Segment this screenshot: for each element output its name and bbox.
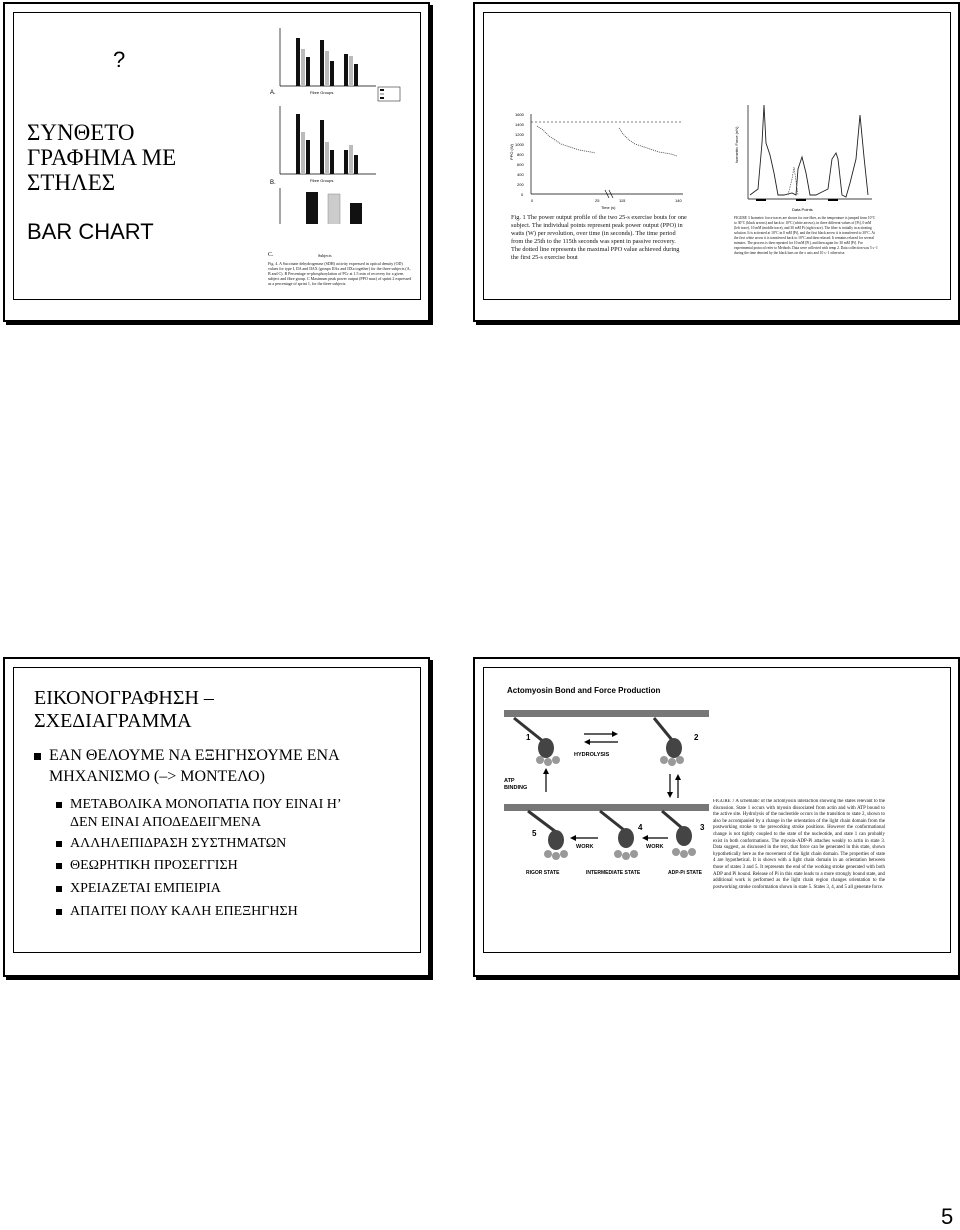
myosin-state-1 xyxy=(514,718,560,766)
rigor-state-label: RIGOR STATE xyxy=(526,870,560,876)
slide-subtitle: BAR CHART xyxy=(27,219,154,244)
sub-bullet-2-text: ΑΛΛΗΛΕΠΙΔΡΑΣΗ ΣΥΣΤΗΜΑΤΩΝ xyxy=(70,836,287,851)
page-number: 5 xyxy=(941,1204,954,1229)
slide-1-content xyxy=(13,12,421,300)
bar-chart-panels xyxy=(266,24,414,224)
actin-filament-bottom xyxy=(504,804,709,811)
intermediate-state-label: INTERMEDIATE STATE xyxy=(586,870,641,876)
atp-arrowhead xyxy=(543,768,549,774)
slide-title-line-1: ΣΥΝΘΕΤΟ xyxy=(27,120,135,145)
x-axis-label: Time (s) xyxy=(601,205,616,210)
panel-label-c: C. xyxy=(268,252,274,258)
isometric-force-figure xyxy=(732,103,878,293)
force-y-label: Isometric Force (nN) xyxy=(734,126,739,163)
bar-chart-figure xyxy=(266,24,414,296)
state-number-4: 4 xyxy=(638,823,643,832)
atp-label-line1: ATP xyxy=(504,778,515,784)
y-tick-200: 200 xyxy=(517,182,524,187)
isometric-force-caption: FIGURE 3 Isometric force traces are shown for one fiber, as the temperature is jumped from 10°C to 30°C (black arrows) and back to 10°C (white arrows), in three different values of [Pi], 0 mM (left trace), 10 mM (middle trace), and 30 mM Pi (right trace). The fiber is initially in activating solution. It is activated at 10°C in 0 mM [Pi], and the first black arrow it is transferred to 30°C. At the first white arrow it is transferred back to 10°C and then relaxed. It remains relaxed for several minutes. The process is then repeated for 10 mM [Pi], and then again for 30 mM [Pi]. For experimental protocol refer to Methods. Data were collected with temp 2. Data collection was 5 s−1 during the time denoted by the black bars on the x axis and 10 s−1 otherwise. xyxy=(734,216,878,255)
slide-title-line-3: ΣΤΗΛΕΣ xyxy=(27,170,116,195)
bullet-marker xyxy=(56,802,62,808)
force-x-label: Data Points xyxy=(792,207,813,212)
work-label-2: WORK xyxy=(576,844,594,850)
x-tick-140: 140 xyxy=(675,198,682,203)
y-axis-label: PPO (W) xyxy=(509,144,514,160)
slide-1[interactable] xyxy=(3,2,430,322)
diagram-title: Actomyosin Bond and Force Production xyxy=(507,686,661,695)
atp-label-line2: BINDING xyxy=(504,785,528,791)
power-output-caption: Fig. 1 The power output profile of the two 25-s exercise bouts for one subject. The individual points represent peak power output (PPO) in watts (W) per revolution, over time (in seconds). The time period from the 25th to the 115th seconds was spent in passive recovery. The dotted line represents the maximal PPO value achieved during the first 25-s exercise bout xyxy=(511,214,687,261)
panel-c xyxy=(280,188,376,224)
x-group-label-a: Fibre Groups xyxy=(310,90,334,95)
myosin-state-5 xyxy=(528,811,568,860)
actomyosin-caption: FIGURE 7 A schematic of the actomyosin interaction showing the states relevant to the discussion. State 1 occurs with myosin dissociated from actin and with ATP bound to the active site. Hydrolysis of the nucleotide occurs in the transition to state 2, shown to also be accompanied by a change in the orientation of the light chain domain from the postworking stroke to the preworking stroke positions. However the conformational change is not tightly coupled to the state of the nucleotide, and state 1 can probably exist in both conformations. The myosin-ADP-Pi attaches weakly to actin in state 3. Data suggest, as discussed in the text, that force can be generated in this state, shown hypothetically here as the movement of the light chain domain. The properties of state 4 are hypothetical. It is shown with a light chain domain in an orientation between those of states 3 and 5. It represents the end of the working stroke generated with both ADP and Pi bound. Release of Pi in this state leads to a more strongly bound state, and additional work is performed as the light chain region changes orientation to the postworking stroke conformation shown in state 5. States 3, 4, and 5 all generate force. xyxy=(713,799,885,890)
bullet-marker xyxy=(56,841,62,847)
panel-b xyxy=(270,106,376,186)
y-tick-1200: 1200 xyxy=(515,132,524,137)
actin-filament-top xyxy=(504,710,709,717)
y-tick-800: 800 xyxy=(517,152,524,157)
question-mark: ? xyxy=(113,47,126,72)
x-tick-115: 115 xyxy=(619,198,626,203)
x-tick-25: 25 xyxy=(595,198,600,203)
panel-label-b: B. xyxy=(270,180,276,186)
x-tick-0: 0 xyxy=(531,198,534,203)
state-number-5: 5 xyxy=(532,829,537,838)
state-number-2: 2 xyxy=(694,733,699,742)
x-group-label-b: Fibre Groups xyxy=(310,178,334,183)
adp-pi-state-label: ADP-Pi STATE xyxy=(668,870,702,876)
state-number-3: 3 xyxy=(700,823,705,832)
power-output-figure xyxy=(509,110,689,288)
sub-bullet-2 xyxy=(56,836,286,852)
sub-bullet-1-text: ΜΕΤΑΒΟΛΙΚΑ ΜΟΝΟΠΑΤΙΑ ΠΟΥ ΕΙΝΑΙ Η’ xyxy=(70,797,342,812)
y-tick-0: 0 xyxy=(521,192,524,197)
eq-arrowhead-up xyxy=(675,774,681,780)
work-arrowhead-2 xyxy=(570,835,576,841)
panel-label-a: A. xyxy=(270,90,276,96)
myosin-state-3 xyxy=(662,811,705,858)
isometric-force-plot xyxy=(732,103,878,215)
slide-2-content xyxy=(483,12,951,300)
y-tick-400: 400 xyxy=(517,172,524,177)
main-bullet-cont: ΜΗΧΑΝΙΣΜΟ (–> ΜΟΝΤΕΛΟ) xyxy=(49,768,265,785)
sub-bullet-1 xyxy=(56,797,342,813)
x-subject-label: Subjects xyxy=(318,253,332,258)
panel-a xyxy=(270,28,400,101)
bullet-marker xyxy=(56,909,62,915)
y-tick-1400: 1400 xyxy=(515,122,524,127)
slide-title-line-2: ΓΡΑΦΗΜΑ ΜΕ xyxy=(27,145,177,170)
bullet-marker xyxy=(56,886,62,892)
myosin-state-2 xyxy=(654,718,699,766)
power-output-plot xyxy=(509,110,689,210)
y-tick-600: 600 xyxy=(517,162,524,167)
sub-bullet-3-text: ΘΕΩΡΗΤΙΚΗ ΠΡΟΣΕΓΓΙΣΗ xyxy=(70,858,238,873)
sub-bullet-4 xyxy=(56,881,221,897)
main-bullet xyxy=(34,747,340,765)
sub-bullet-4-text: ΧΡΕΙΑΖΕΤΑΙ ΕΜΠΕΙΡΙΑ xyxy=(70,881,221,896)
arrowhead-forward xyxy=(612,731,618,737)
sub-bullet-5-text: ΑΠΑΙΤΕΙ ΠΟΛΥ ΚΑΛΗ ΕΠΕΞΗΓΗΣΗ xyxy=(70,904,298,919)
hydrolysis-label: HYDROLYSIS xyxy=(574,752,610,758)
slide-3-content xyxy=(13,667,421,953)
y-tick-1600: 1600 xyxy=(515,112,524,117)
y-tick-1000: 1000 xyxy=(515,142,524,147)
sub-bullet-3 xyxy=(56,858,238,874)
slide-4-content xyxy=(483,667,951,953)
main-bullet-text: ΕΑΝ ΘΕΛΟΥΜΕ ΝΑ ΕΞΗΓΗΣΟΥΜΕ ΕΝΑ xyxy=(49,747,340,764)
sub-bullet-1-cont: ΔΕΝ ΕΙΝΑΙ ΑΠΟΔΕΔΕΙΓΜΕΝΑ xyxy=(70,815,262,830)
slide-3-title: ΕΙΚΟΝΟΓΡΑΦΗΣΗ – xyxy=(34,687,214,709)
slide-3[interactable] xyxy=(3,657,430,977)
bullet-marker xyxy=(34,753,41,760)
bullet-marker xyxy=(56,863,62,869)
myosin-state-4 xyxy=(600,811,643,860)
work-label-1: WORK xyxy=(646,844,664,850)
eq-arrowhead-down xyxy=(667,792,673,798)
actomyosin-diagram xyxy=(504,704,709,879)
state-number-1: 1 xyxy=(526,733,531,742)
slide-2[interactable] xyxy=(473,2,960,322)
work-arrowhead-1 xyxy=(642,835,648,841)
slide-3-title-2: ΣΧΕΔΙΑΓΡΑΜΜΑ xyxy=(34,710,192,732)
arrowhead-back xyxy=(584,739,590,745)
slide-4[interactable] xyxy=(473,657,960,977)
sub-bullet-5 xyxy=(56,904,298,920)
bar-chart-caption: Fig. 4. A Succinate dehydrogenase (SDH) activity expressed in optical density (OD) values for type I, IIA and IIAX (groups IIAx and IIXa together) for the three subjects (A, B and C). B Percentage re-phosphorylation of PCr at 1.5 min of recovery for a given subject and fibre group. C Maximum peak power output (PPO max) of sprint 2 expressed as a percentage of sprint 1, for the three subjects. xyxy=(268,261,412,286)
